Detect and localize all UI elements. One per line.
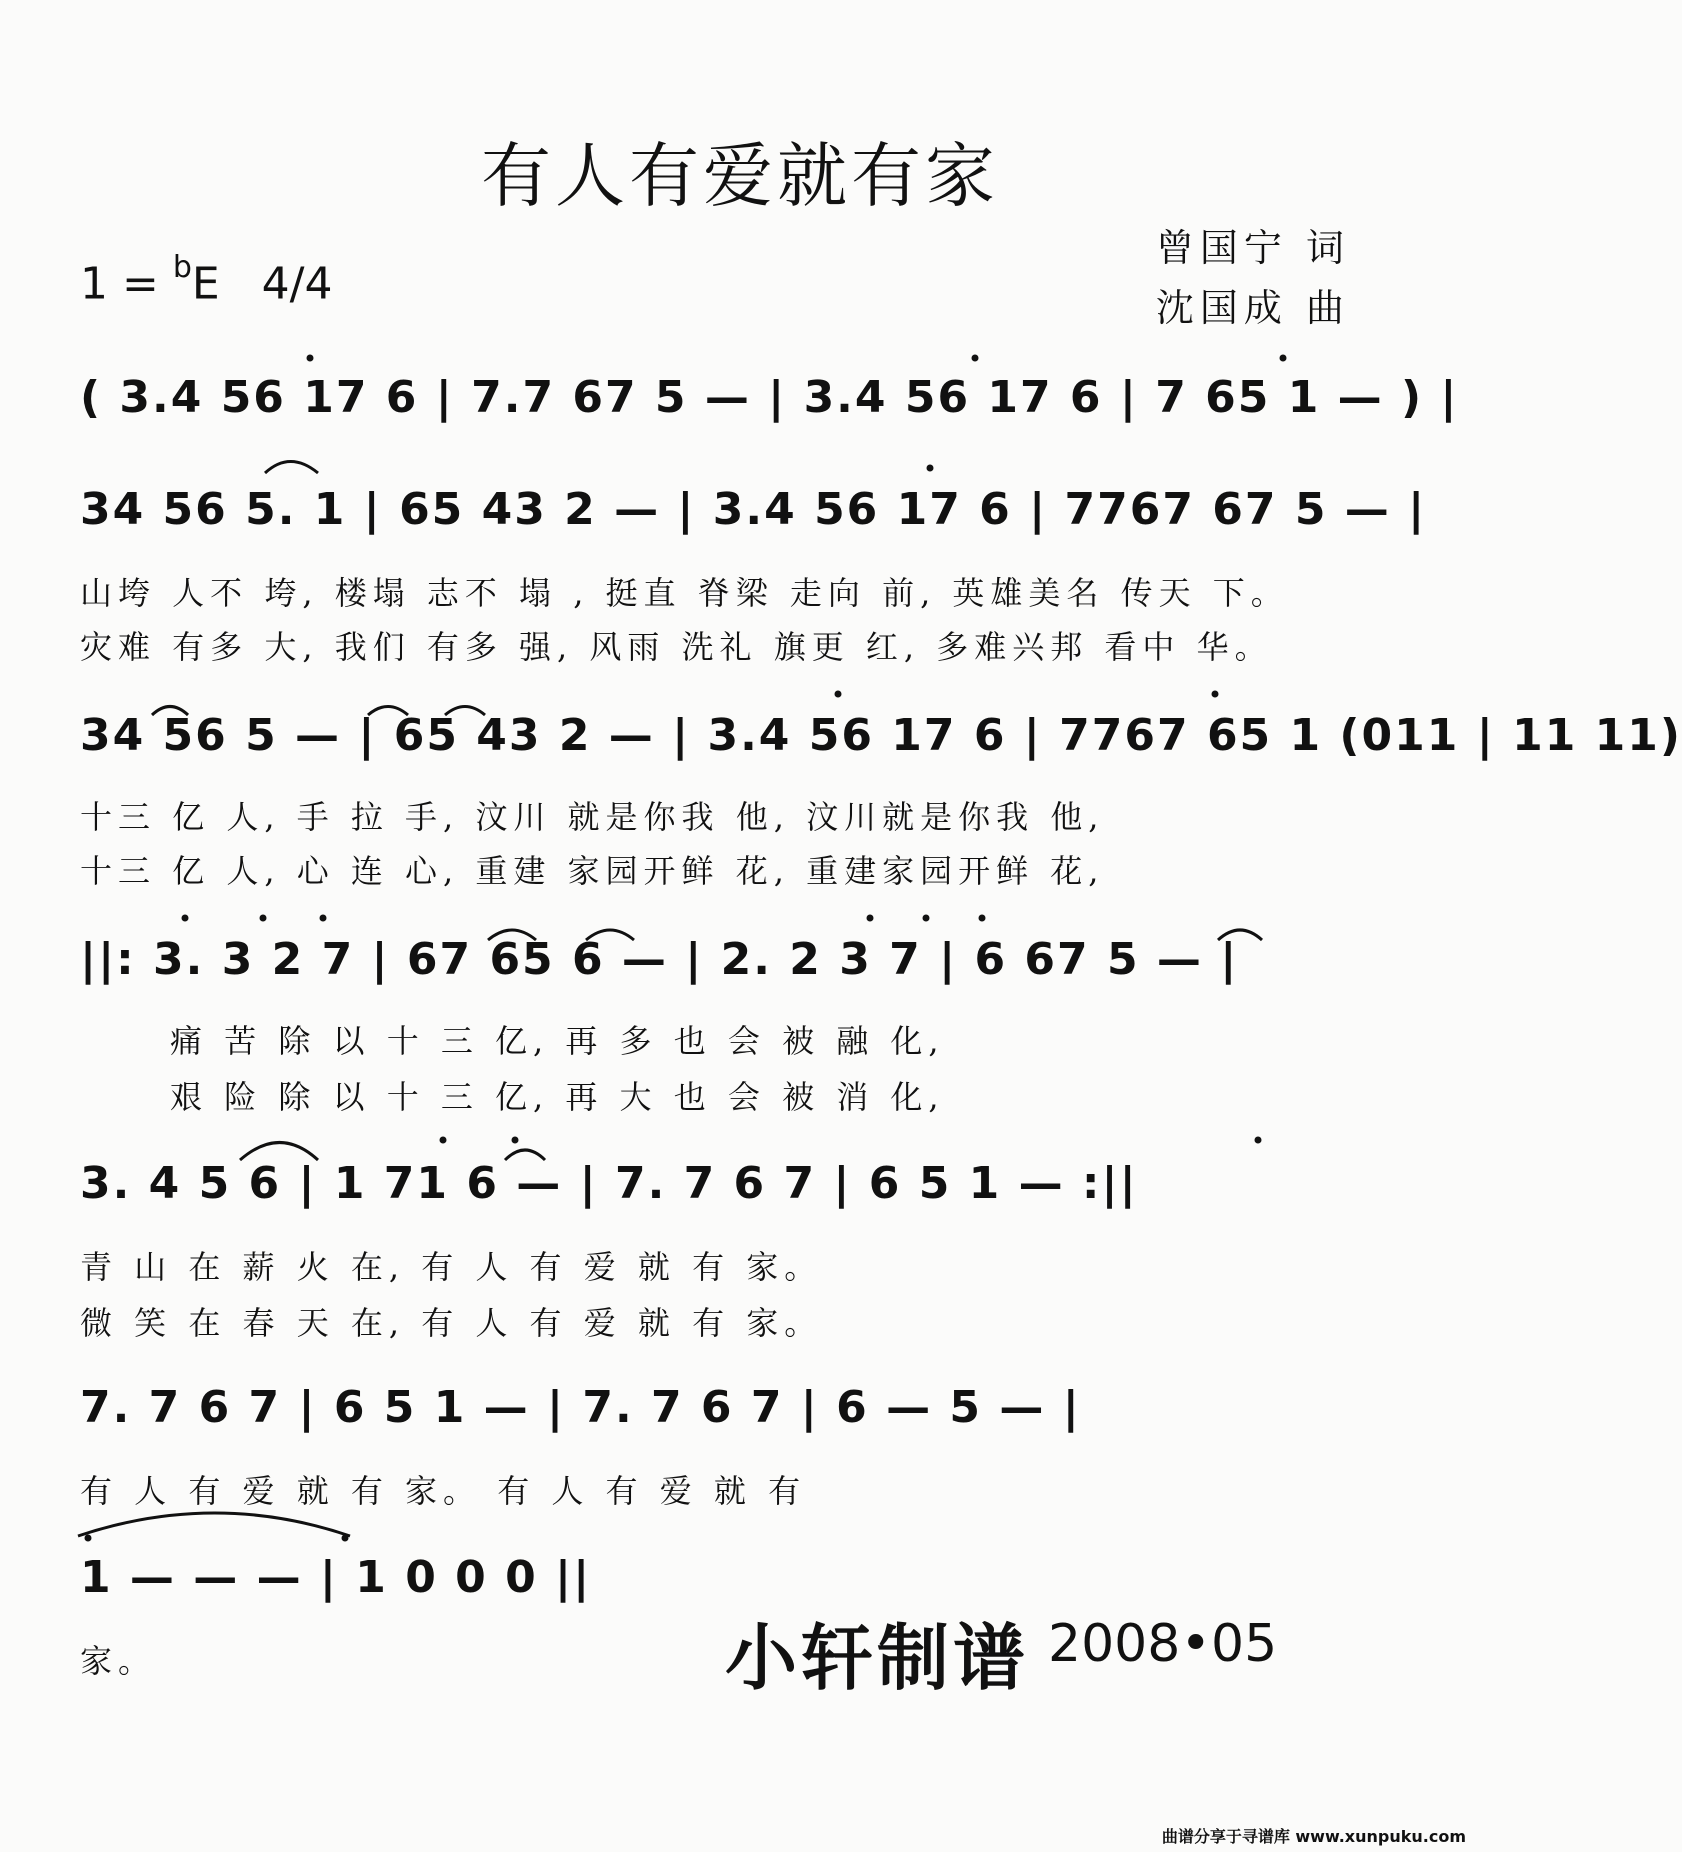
maker-signature: 小轩制谱 [725,1615,1030,1700]
lyric-line: 十三 亿 人, 手 拉 手, 汶川 就是你我 他, 汶川就是你我 他, [80,798,1105,836]
lyric-line: 痛 苦 除 以 十 三 亿, 再 多 也 会 被 融 化, [170,1022,945,1060]
notation-line: ( 3.4 56 17 6 | 7.7 67 5 — | 3.4 56 17 6 | 7 65 1 — ) | [80,372,1459,423]
notation-line: ||: 3. 3 2 7 | 67 65 6 — | 2. 2 3 7 | 6 67 5 — | [80,934,1239,985]
lyric-line: 微 笑 在 春 天 在, 有 人 有 爱 就 有 家。 [80,1304,823,1342]
page-title: 有人有爱就有家 [481,135,999,217]
notation-line: 34 56 5. 1 | 65 43 2 — | 3.4 56 17 6 | 7767 67 5 — | [80,484,1427,535]
notation-line: 1 — — — | 1 0 0 0 || [80,1552,592,1603]
lyric-line: 山垮 人不 垮, 楼塌 志不 塌 , 挺直 脊梁 走向 前, 英雄美名 传天 下。 [80,574,1289,612]
slur-mark [265,462,318,474]
lyric-line: 艰 险 除 以 十 三 亿, 再 大 也 会 被 消 化, [170,1078,945,1116]
lyric-line: 十三 亿 人, 心 连 心, 重建 家园开鲜 花, 重建家园开鲜 花, [80,852,1105,890]
credits [1156,218,1350,338]
notation-line: 34 56 5 — | 65 43 2 — | 3.4 56 17 6 | 7767 65 1 (011 | 11 11) [80,710,1682,761]
flat-sign: b [172,250,192,285]
lyric-line: 有 人 有 爱 就 有 家。 有 人 有 爱 就 有 [80,1472,807,1510]
key-note: E [191,258,220,310]
notation-line: 3. 4 5 6 | 1 71 6 — | 7. 7 6 7 | 6 5 1 — :|| [80,1158,1138,1209]
tie-mark [78,1513,350,1536]
notation-line: 7. 7 6 7 | 6 5 1 — | 7. 7 6 7 | 6 — 5 — | [80,1382,1081,1433]
key-signature [80,250,333,310]
lyricist-credit: 曾国宁 词 [1155,226,1350,270]
key-prefix: 1 = [80,258,173,310]
time-signature: 4/4 [261,258,333,310]
source-footer: 曲谱分享于寻谱库 www.xunpuku.com [1161,1827,1466,1846]
lyric-line: 灾难 有多 大, 我们 有多 强, 风雨 洗礼 旗更 红, 多难兴邦 看中 华。 [80,628,1273,666]
lyric-line: 家。 [80,1642,157,1680]
date-stamp: 2008•05 [1048,1614,1278,1674]
lyric-line: 青 山 在 薪 火 在, 有 人 有 爱 就 有 家。 [80,1248,823,1286]
composer-credit: 沈国成 曲 [1155,286,1350,330]
